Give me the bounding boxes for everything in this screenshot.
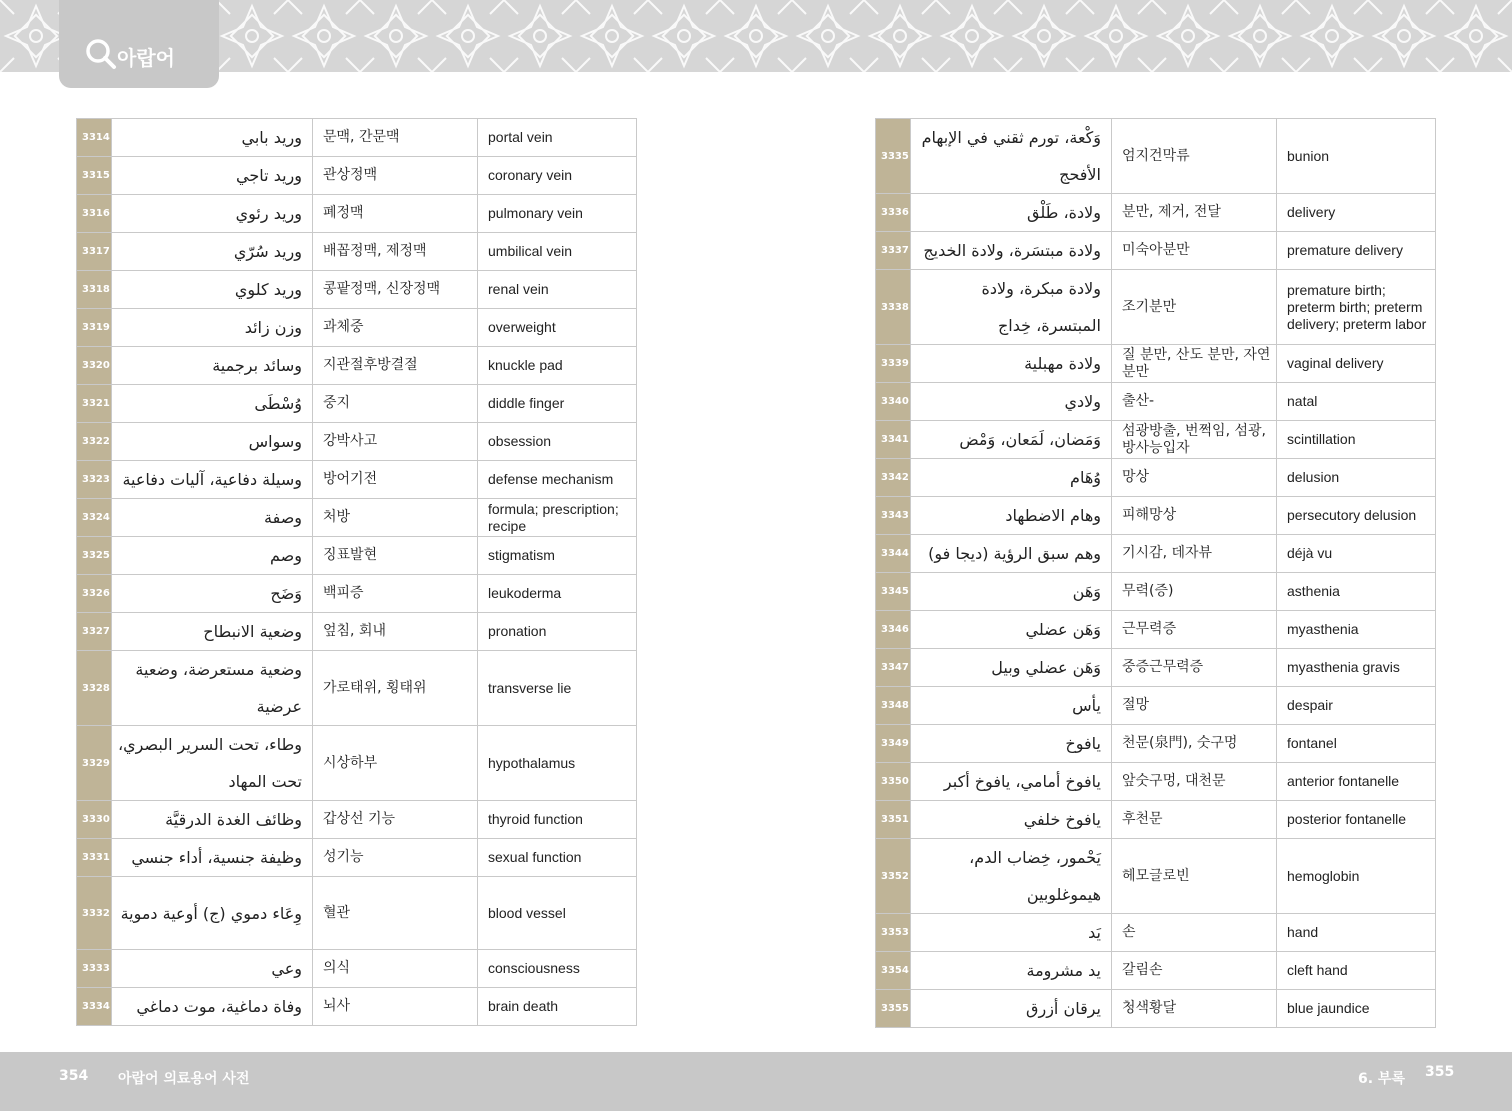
korean-term: 질 분만, 산도 분만, 자연 분만 bbox=[1112, 345, 1277, 383]
entry-number: 3318 bbox=[77, 271, 112, 309]
korean-term: 청색황달 bbox=[1112, 990, 1277, 1028]
korean-term: 배꼽정맥, 제정맥 bbox=[313, 233, 478, 271]
english-term: renal vein bbox=[478, 271, 637, 309]
entry-number: 3330 bbox=[77, 801, 112, 839]
entry-number: 3355 bbox=[876, 990, 911, 1028]
table-row bbox=[876, 459, 1436, 497]
english-term: hand bbox=[1277, 914, 1436, 952]
korean-term: 콩팥정맥, 신장정맥 bbox=[313, 271, 478, 309]
english-term: knuckle pad bbox=[478, 347, 637, 385]
english-term: cleft hand bbox=[1277, 952, 1436, 990]
arabic-term: يَد bbox=[911, 914, 1112, 952]
korean-term: 엎침, 회내 bbox=[313, 613, 478, 651]
entry-number: 3344 bbox=[876, 535, 911, 573]
table-row bbox=[876, 763, 1436, 801]
korean-term: 피해망상 bbox=[1112, 497, 1277, 535]
table-row bbox=[876, 383, 1436, 421]
english-term: myasthenia gravis bbox=[1277, 649, 1436, 687]
table-row bbox=[77, 988, 637, 1026]
korean-term: 성기능 bbox=[313, 839, 478, 877]
arabic-term: ولادة مبكرة، ولادة المبتسرة، خِداج bbox=[911, 270, 1112, 345]
arabic-term: يأس bbox=[911, 687, 1112, 725]
arabic-term: وَكْعة، تورم ثقني في الإبهام الأفحج bbox=[911, 119, 1112, 194]
korean-term: 섬광방출, 번쩍임, 섬광, 방사능입자 bbox=[1112, 421, 1277, 459]
page-footer bbox=[0, 1052, 1512, 1111]
english-term: brain death bbox=[478, 988, 637, 1026]
korean-term: 징표발현 bbox=[313, 537, 478, 575]
entry-number: 3338 bbox=[876, 270, 911, 345]
korean-term: 기시감, 데자뷰 bbox=[1112, 535, 1277, 573]
english-term: thyroid function bbox=[478, 801, 637, 839]
korean-term: 손 bbox=[1112, 914, 1277, 952]
korean-term: 지관절후방결절 bbox=[313, 347, 478, 385]
chapter-title: 6. 부록 bbox=[1358, 1071, 1405, 1087]
korean-term: 미숙아분만 bbox=[1112, 232, 1277, 270]
table-row bbox=[77, 950, 637, 988]
left-term-table bbox=[76, 118, 637, 1026]
korean-term: 앞숫구멍, 대천문 bbox=[1112, 763, 1277, 801]
table-row bbox=[77, 613, 637, 651]
arabic-term: وريد كلوي bbox=[112, 271, 313, 309]
arabic-term: وضعية مستعرضة، وضعية عرضية bbox=[112, 651, 313, 726]
entry-number: 3325 bbox=[77, 537, 112, 575]
table-row bbox=[876, 232, 1436, 270]
english-term: scintillation bbox=[1277, 421, 1436, 459]
english-term: posterior fontanelle bbox=[1277, 801, 1436, 839]
korean-term: 천문(泉門), 숫구멍 bbox=[1112, 725, 1277, 763]
korean-term: 절망 bbox=[1112, 687, 1277, 725]
left-page-number: 354 bbox=[59, 1068, 89, 1084]
entry-number: 3327 bbox=[77, 613, 112, 651]
korean-term: 망상 bbox=[1112, 459, 1277, 497]
arabic-term: ولادي bbox=[911, 383, 1112, 421]
arabic-term: يد مشرومة bbox=[911, 952, 1112, 990]
entry-number: 3315 bbox=[77, 157, 112, 195]
table-row bbox=[876, 725, 1436, 763]
table-row bbox=[77, 271, 637, 309]
english-term: consciousness bbox=[478, 950, 637, 988]
korean-term: 문맥, 간문맥 bbox=[313, 119, 478, 157]
table-row bbox=[77, 347, 637, 385]
korean-term: 강박사고 bbox=[313, 423, 478, 461]
arabic-term: وريد رئوي bbox=[112, 195, 313, 233]
table-row bbox=[876, 801, 1436, 839]
header-decorative-band bbox=[0, 0, 1512, 72]
entry-number: 3333 bbox=[77, 950, 112, 988]
entry-number: 3339 bbox=[876, 345, 911, 383]
arabic-term: وريد تاجي bbox=[112, 157, 313, 195]
english-term: persecutory delusion bbox=[1277, 497, 1436, 535]
english-term: déjà vu bbox=[1277, 535, 1436, 573]
arabic-term: وُهَام bbox=[911, 459, 1112, 497]
english-term: myasthenia bbox=[1277, 611, 1436, 649]
korean-term: 조기분만 bbox=[1112, 270, 1277, 345]
table-row bbox=[876, 649, 1436, 687]
arabesque-pattern bbox=[0, 0, 1512, 72]
korean-term: 의식 bbox=[313, 950, 478, 988]
arabic-term: ولادة مبتسَرة، ولادة الخديج bbox=[911, 232, 1112, 270]
korean-term: 분만, 제거, 전달 bbox=[1112, 194, 1277, 232]
section-tab bbox=[59, 0, 219, 88]
english-term: anterior fontanelle bbox=[1277, 763, 1436, 801]
korean-term: 출산- bbox=[1112, 383, 1277, 421]
entry-number: 3335 bbox=[876, 119, 911, 194]
english-term: coronary vein bbox=[478, 157, 637, 195]
right-term-table bbox=[875, 118, 1436, 1028]
entry-number: 3336 bbox=[876, 194, 911, 232]
arabic-term: وظيفة جنسية، أداء جنسي bbox=[112, 839, 313, 877]
korean-term: 갈림손 bbox=[1112, 952, 1277, 990]
section-title: 아랍어 bbox=[117, 46, 175, 70]
arabic-term: وَضَح bbox=[112, 575, 313, 613]
table-row bbox=[876, 421, 1436, 459]
table-row bbox=[876, 194, 1436, 232]
english-term: delivery bbox=[1277, 194, 1436, 232]
entry-number: 3354 bbox=[876, 952, 911, 990]
english-term: obsession bbox=[478, 423, 637, 461]
entry-number: 3332 bbox=[77, 877, 112, 950]
table-row bbox=[77, 119, 637, 157]
korean-term: 뇌사 bbox=[313, 988, 478, 1026]
entry-number: 3349 bbox=[876, 725, 911, 763]
entry-number: 3324 bbox=[77, 499, 112, 537]
entry-number: 3351 bbox=[876, 801, 911, 839]
arabic-term: يافوخ أمامي، يافوخ أكبر bbox=[911, 763, 1112, 801]
entry-number: 3341 bbox=[876, 421, 911, 459]
arabic-term: وريد سُرّي bbox=[112, 233, 313, 271]
korean-term: 방어기전 bbox=[313, 461, 478, 499]
english-term: transverse lie bbox=[478, 651, 637, 726]
entry-number: 3331 bbox=[77, 839, 112, 877]
arabic-term: وسيلة دفاعية، آليات دفاعية bbox=[112, 461, 313, 499]
table-row bbox=[77, 537, 637, 575]
table-row bbox=[77, 839, 637, 877]
entry-number: 3337 bbox=[876, 232, 911, 270]
arabic-term: وضعية الانبطاح bbox=[112, 613, 313, 651]
arabic-term: وصفة bbox=[112, 499, 313, 537]
arabic-term: وَهَن bbox=[911, 573, 1112, 611]
english-term: stigmatism bbox=[478, 537, 637, 575]
english-term: blue jaundice bbox=[1277, 990, 1436, 1028]
table-row bbox=[876, 119, 1436, 194]
korean-term: 엄지건막류 bbox=[1112, 119, 1277, 194]
table-row bbox=[77, 233, 637, 271]
table-row bbox=[77, 385, 637, 423]
table-row bbox=[876, 687, 1436, 725]
table-row bbox=[876, 535, 1436, 573]
table-row bbox=[77, 309, 637, 347]
arabic-term: وُسْطَى bbox=[112, 385, 313, 423]
arabic-term: يَحْمور، خِضاب الدم، هيموغلوبين bbox=[911, 839, 1112, 914]
entry-number: 3323 bbox=[77, 461, 112, 499]
english-term: premature birth; preterm birth; preterm delivery; preterm labor bbox=[1277, 270, 1436, 345]
table-row bbox=[77, 651, 637, 726]
english-term: pronation bbox=[478, 613, 637, 651]
entry-number: 3353 bbox=[876, 914, 911, 952]
search-icon bbox=[85, 38, 117, 70]
entry-number: 3352 bbox=[876, 839, 911, 914]
entry-number: 3346 bbox=[876, 611, 911, 649]
entry-number: 3321 bbox=[77, 385, 112, 423]
table-row bbox=[876, 497, 1436, 535]
arabic-term: يافوخ خلفي bbox=[911, 801, 1112, 839]
english-term: hypothalamus bbox=[478, 726, 637, 801]
entry-number: 3316 bbox=[77, 195, 112, 233]
table-row bbox=[876, 573, 1436, 611]
entry-number: 3350 bbox=[876, 763, 911, 801]
english-term: defense mechanism bbox=[478, 461, 637, 499]
entry-number: 3345 bbox=[876, 573, 911, 611]
table-row bbox=[876, 270, 1436, 345]
table-row bbox=[876, 990, 1436, 1028]
english-term: natal bbox=[1277, 383, 1436, 421]
arabic-term: وسواس bbox=[112, 423, 313, 461]
entry-number: 3326 bbox=[77, 575, 112, 613]
arabic-term: وَمَضان، لَمَعان، وَمْض bbox=[911, 421, 1112, 459]
korean-term: 근무력증 bbox=[1112, 611, 1277, 649]
entry-number: 3319 bbox=[77, 309, 112, 347]
table-row bbox=[876, 345, 1436, 383]
korean-term: 후천문 bbox=[1112, 801, 1277, 839]
korean-term: 과체중 bbox=[313, 309, 478, 347]
arabic-term: وَهَن عضلي bbox=[911, 611, 1112, 649]
table-row bbox=[77, 726, 637, 801]
arabic-term: وسائد برجمية bbox=[112, 347, 313, 385]
entry-number: 3347 bbox=[876, 649, 911, 687]
table-row bbox=[876, 611, 1436, 649]
arabic-term: وريد بابي bbox=[112, 119, 313, 157]
table-row bbox=[77, 877, 637, 950]
korean-term: 관상정맥 bbox=[313, 157, 478, 195]
english-term: umbilical vein bbox=[478, 233, 637, 271]
arabic-term: وصم bbox=[112, 537, 313, 575]
korean-term: 무력(증) bbox=[1112, 573, 1277, 611]
english-term: delusion bbox=[1277, 459, 1436, 497]
korean-term: 혈관 bbox=[313, 877, 478, 950]
entry-number: 3320 bbox=[77, 347, 112, 385]
right-page-number: 355 bbox=[1425, 1064, 1455, 1080]
english-term: diddle finger bbox=[478, 385, 637, 423]
english-term: leukoderma bbox=[478, 575, 637, 613]
arabic-term: وهم سبق الرؤية (ديجا فو) bbox=[911, 535, 1112, 573]
book-title: 아랍어 의료용어 사전 bbox=[118, 1071, 250, 1087]
korean-term: 갑상선 기능 bbox=[313, 801, 478, 839]
entry-number: 3314 bbox=[77, 119, 112, 157]
arabic-term: وِعَاء دموي (ج) أوعية دموية bbox=[112, 877, 313, 950]
table-row bbox=[77, 423, 637, 461]
english-term: asthenia bbox=[1277, 573, 1436, 611]
entry-number: 3342 bbox=[876, 459, 911, 497]
korean-term: 중증근무력증 bbox=[1112, 649, 1277, 687]
korean-term: 헤모글로빈 bbox=[1112, 839, 1277, 914]
entry-number: 3348 bbox=[876, 687, 911, 725]
english-term: blood vessel bbox=[478, 877, 637, 950]
arabic-term: وَهَن عضلي وبيل bbox=[911, 649, 1112, 687]
table-row bbox=[876, 914, 1436, 952]
korean-term: 가로태위, 횡태위 bbox=[313, 651, 478, 726]
table-row bbox=[77, 575, 637, 613]
entry-number: 3322 bbox=[77, 423, 112, 461]
arabic-term: يرقان أزرق bbox=[911, 990, 1112, 1028]
english-term: portal vein bbox=[478, 119, 637, 157]
entry-number: 3340 bbox=[876, 383, 911, 421]
entry-number: 3328 bbox=[77, 651, 112, 726]
korean-term: 폐정맥 bbox=[313, 195, 478, 233]
table-row bbox=[77, 499, 637, 537]
arabic-term: وطاء، تحت السرير البصري، تحت المهاد bbox=[112, 726, 313, 801]
korean-term: 시상하부 bbox=[313, 726, 478, 801]
english-term: pulmonary vein bbox=[478, 195, 637, 233]
table-row bbox=[876, 952, 1436, 990]
korean-term: 백피증 bbox=[313, 575, 478, 613]
korean-term: 중지 bbox=[313, 385, 478, 423]
arabic-term: ولادة مهبلية bbox=[911, 345, 1112, 383]
entry-number: 3343 bbox=[876, 497, 911, 535]
arabic-term: وزن زائد bbox=[112, 309, 313, 347]
english-term: formula; prescription; recipe bbox=[478, 499, 637, 537]
english-term: sexual function bbox=[478, 839, 637, 877]
english-term: overweight bbox=[478, 309, 637, 347]
english-term: fontanel bbox=[1277, 725, 1436, 763]
table-row bbox=[77, 157, 637, 195]
english-term: vaginal delivery bbox=[1277, 345, 1436, 383]
english-term: bunion bbox=[1277, 119, 1436, 194]
arabic-term: وعي bbox=[112, 950, 313, 988]
english-term: premature delivery bbox=[1277, 232, 1436, 270]
table-row bbox=[77, 195, 637, 233]
entry-number: 3317 bbox=[77, 233, 112, 271]
table-row bbox=[876, 839, 1436, 914]
english-term: hemoglobin bbox=[1277, 839, 1436, 914]
table-row bbox=[77, 801, 637, 839]
arabic-term: وظائف الغدة الدرقيَّة bbox=[112, 801, 313, 839]
arabic-term: وفاة دماغية، موت دماغي bbox=[112, 988, 313, 1026]
entry-number: 3329 bbox=[77, 726, 112, 801]
table-row bbox=[77, 461, 637, 499]
korean-term: 처방 bbox=[313, 499, 478, 537]
arabic-term: يافوخ bbox=[911, 725, 1112, 763]
arabic-term: ولادة، طَلْق bbox=[911, 194, 1112, 232]
entry-number: 3334 bbox=[77, 988, 112, 1026]
arabic-term: وهام الاضطهاد bbox=[911, 497, 1112, 535]
english-term: despair bbox=[1277, 687, 1436, 725]
